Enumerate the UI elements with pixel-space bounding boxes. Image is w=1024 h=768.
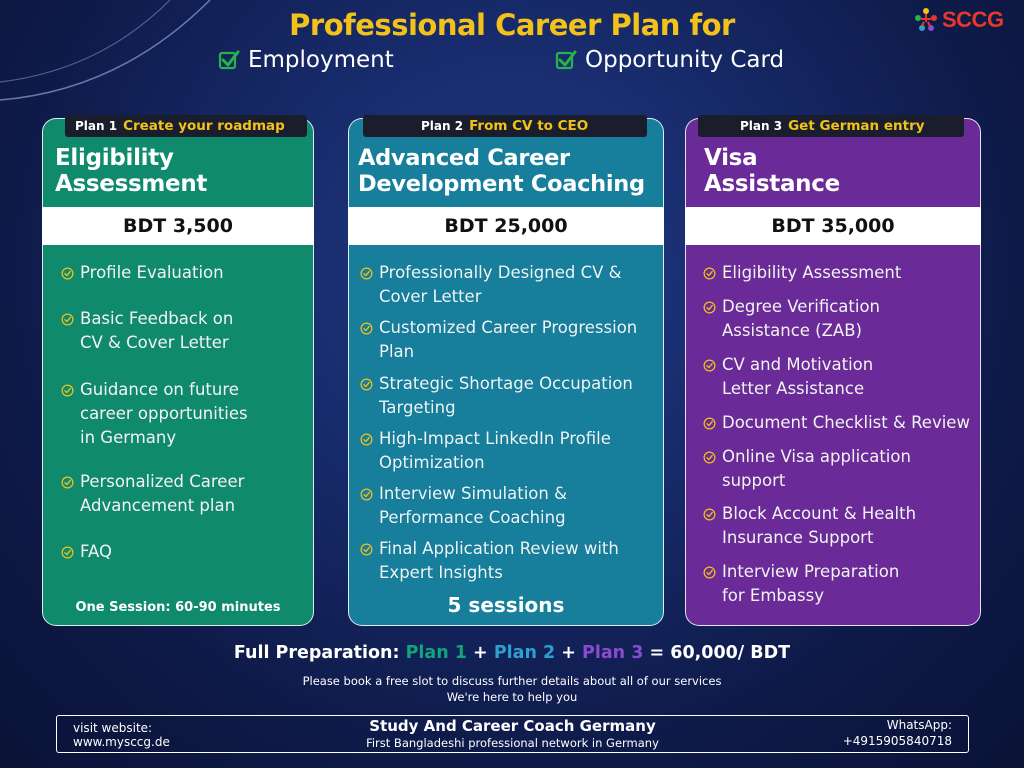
feature-text: Interview Simulation & Performance Coaching [379,484,567,527]
feature-item [703,411,972,435]
full-preparation-summary: Full Preparation: Plan 1 + Plan 2 + Plan 3 = 60,000/ BDT [233,643,791,663]
check-circle-icon [360,378,373,391]
checkbox-checked-icon [555,49,577,71]
check-circle-icon [703,359,716,372]
feature-text: Document Checklist & Review [722,413,970,432]
feature-text: Guidance on future career opportunities in Germany [80,380,248,447]
option-label: Opportunity Card [585,47,785,73]
plan-title: Visa Assistance [704,145,840,197]
feature-text: CV and Motivation Letter Assistance [722,355,874,398]
feature-text: Customized Career Progression Plan [379,318,638,361]
org-name: Study And Career Coach Germany [369,717,656,735]
check-circle-icon [703,451,716,464]
plan-number: Plan 1 [75,119,118,133]
org-info [57,717,968,750]
website-info: visit website: www.mysccg.de [73,721,170,749]
check-circle-icon [703,267,716,280]
feature-text: Final Application Review with Expert Insights [379,539,619,582]
check-circle-icon [360,433,373,446]
feature-text: Block Account & Health Insurance Support [722,504,917,547]
org-tagline: First Bangladeshi professional network in Germany [366,736,659,750]
plan-tagline: Get German entry [788,118,925,134]
feature-item [703,261,972,285]
plan-card-3 [685,118,981,626]
feature-item [61,540,305,564]
plan-number: Plan 2 [421,119,464,133]
feature-list [703,253,972,608]
check-circle-icon [703,508,716,521]
plan-card-2 [348,118,664,626]
feature-text: Online Visa application support [722,447,911,490]
feature-item [61,261,305,285]
feature-text: Personalized Career Advancement plan [80,472,245,515]
check-circle-icon [61,267,74,280]
plan-title: Eligibility Assessment [55,145,208,197]
feature-item [360,537,655,585]
feature-item [703,295,972,343]
option-employment [218,47,394,73]
check-circle-icon [360,488,373,501]
feature-item [360,427,655,475]
plan-price: BDT 35,000 [685,207,981,245]
plan-tab [363,115,647,137]
feature-item [360,261,655,309]
feature-item [703,445,972,493]
sccg-logo [912,6,1004,34]
plan-price: BDT 25,000 [348,207,664,245]
plan-tab [65,115,307,137]
logo-text: SCCG [942,7,1004,32]
website-link[interactable]: www.mysccg.de [73,735,170,749]
feature-text: Eligibility Assessment [722,263,902,282]
feature-text: Strategic Shortage Occupation Targeting [379,374,633,417]
people-network-icon [912,6,940,34]
feature-text: Profile Evaluation [80,263,224,282]
check-circle-icon [61,384,74,397]
feature-text: Professionally Designed CV & Cover Letter [379,263,622,306]
check-circle-icon [703,301,716,314]
contact-footer [56,715,969,753]
plan-title: Advanced Career Development Coaching [358,145,645,197]
feature-item [61,378,305,450]
feature-item [61,307,305,355]
plan-1-ref: Plan 1 [405,643,467,663]
feature-text: Basic Feedback on CV & Cover Letter [80,309,234,352]
plan-number: Plan 3 [740,119,783,133]
feature-text: Degree Verification Assistance (ZAB) [722,297,881,340]
feature-item [703,353,972,401]
check-circle-icon [360,267,373,280]
check-circle-icon [703,417,716,430]
plan-card-1 [42,118,314,626]
booking-note: Please book a free slot to discuss further details about all of our services [302,674,722,688]
check-circle-icon [61,476,74,489]
whatsapp-number[interactable]: +4915905840718 [842,734,952,748]
feature-item [703,502,972,550]
plan-price: BDT 3,500 [42,207,314,245]
feature-item [703,560,972,608]
feature-item [360,482,655,530]
check-circle-icon [61,313,74,326]
help-note: We're here to help you [446,690,578,704]
plan-tab [698,115,964,137]
full-price: = 60,000/ BDT [649,643,791,663]
plan-2-ref: Plan 2 [493,643,556,663]
plan-3-ref: Plan 3 [582,643,644,663]
plan-footer: 5 sessions [447,593,565,617]
whatsapp-info: WhatsApp: +4915905840718 [842,718,952,748]
feature-list [360,253,655,585]
plan-footer: One Session: 60-90 minutes [75,600,281,615]
feature-text: High-Impact LinkedIn Profile Optimization [379,429,611,472]
feature-text: Interview Preparation for Embassy [722,562,900,605]
feature-list [61,253,305,564]
page-title: Professional Career Plan for [289,8,735,42]
option-label: Employment [248,47,394,73]
check-circle-icon [360,322,373,335]
check-circle-icon [360,543,373,556]
check-circle-icon [61,546,74,559]
plan-tagline: From CV to CEO [469,118,589,134]
option-opportunity-card [555,47,784,73]
feature-item [360,316,655,364]
feature-item [360,372,655,420]
check-circle-icon [703,566,716,579]
plan-tagline: Create your roadmap [123,118,285,134]
feature-item [61,470,305,518]
feature-text: FAQ [80,542,112,561]
checkbox-checked-icon [218,49,240,71]
